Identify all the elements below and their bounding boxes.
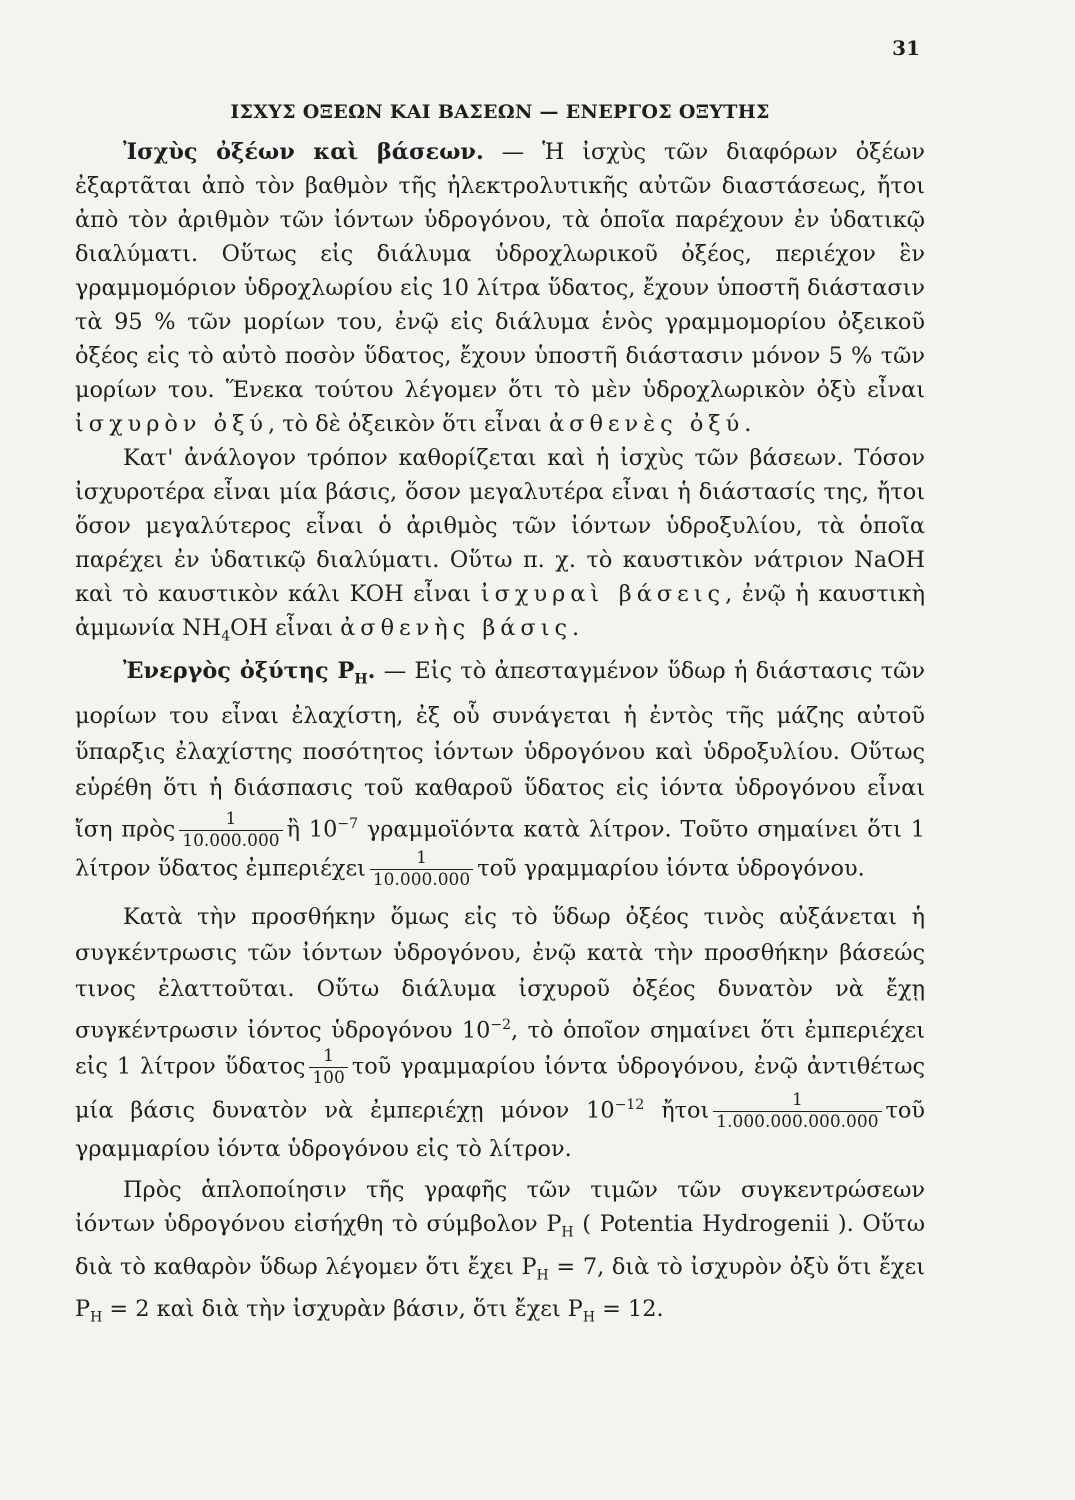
p2-text-c: OH εἶναι — [230, 615, 341, 641]
active-acidity-lead-sub: H — [354, 671, 368, 688]
fraction-one-hundred — [309, 1048, 347, 1087]
p5-text-e: = 12. — [595, 1296, 664, 1323]
term-weak-base: ἀσθενὴς βάσις — [340, 615, 573, 641]
paragraph-active-acidity — [75, 653, 925, 888]
p3-text-d: τοῦ γραμμαρίου ἰόντα ὑδρογόνου. — [477, 855, 865, 882]
section-heading: ΙΣΧΥΣ ΟΞΕΩΝ ΚΑΙ ΒΑΣΕΩΝ — ΕΝΕΡΓΟΣ ΟΞΥΤΗΣ — [230, 101, 770, 123]
p5-sub-1: H — [561, 1224, 574, 1241]
p5-sub-3: H — [90, 1309, 103, 1326]
p5-text-a: Πρὸς ἁπλοποίησιν τῆς γραφῆς τῶν τιμῶν τῶν συγκεντρώσεων ἰόντων ὑδρογόνου εἰσήχθη τὸ σύμβολον P — [75, 1177, 925, 1238]
acid-strength-lead: Ἰσχὺς ὀξέων καὶ βάσεων. — [123, 139, 484, 165]
p2-text-b: , ἐνῷ ἡ καυστικὴ ἀμμωνία NH — [75, 581, 925, 641]
p4-text-d: ἤτοι — [644, 1097, 710, 1124]
p4-exponent-1: −2 — [490, 1016, 512, 1033]
fraction-numerator: 1 — [416, 847, 427, 868]
fraction-one-trillion — [713, 1092, 881, 1131]
fraction-numerator: 1 — [323, 1046, 334, 1067]
fraction-denominator: 10.000.000 — [370, 869, 473, 889]
p1-text-b: , τὸ δὲ ὀξεικὸν ὅτι εἶναι — [268, 411, 550, 437]
fraction-denominator: 1.000.000.000.000 — [713, 1111, 881, 1131]
fraction-denominator: 100 — [309, 1067, 347, 1087]
p3-text-a: — Εἰς τὸ ἀπεσταγμένον ὕδωρ ἡ διάστασις τῶν μορίων του εἶναι ἐλαχίστη, ἐξ οὗ συνάγεται ἡ ἐντὸς τῆς μάζης αὐτοῦ ὕπαρξις ἐλαχίστης ποσότητος ἰόντων ὑδρογόνου καὶ ὑδροξυλίου. Οὕτως εὑρέθη ὅτι ἡ διάσπασις τοῦ καθαροῦ ὕδατος εἰς ἰόντα ὑδρογόνου εἶναι ἴση πρὸς — [75, 658, 925, 843]
paragraph-base-strength — [75, 441, 925, 653]
paragraph-acid-strength — [75, 135, 925, 441]
p1-text-a: — Ἡ ἰσχὺς τῶν διαφόρων ὀξέων ἐξαρτᾶται ἀπὸ τὸν βαθμὸν τῆς ἠλεκτρολυτικῆς αὐτῶν διαστάσεως, ἤτοι ἀπὸ τὸν ἀριθμὸν τῶν ἰόντων ὑδρογόνου, τὰ ὁποῖα παρέχουν ἐν ὑδατικῷ διαλύματι. Οὕτως εἰς διάλυμα ὑδροχλωρικοῦ ὀξέος, περιέχον ἓν γραμμομόριον ὑδροχλωρίου εἰς 10 λίτρα ὕδατος, ἔχουν ὑποστῆ διάστασιν τὰ 95 % τῶν μορίων του, ἐνῷ εἰς διάλυμα ἑνὸς γραμμομορίου ὀξεικοῦ ὀξέος εἰς τὸ αὐτὸ ποσὸν ὕδατος, ἔχουν ὑποστῆ διάστασιν μόνον 5 % τῶν μορίων του. Ἕνεκα τούτου λέγομεν ὅτι τὸ μὲν ὑδροχλωρικὸν ὀξὺ εἶναι — [75, 139, 925, 403]
p2-subscript: 4 — [221, 628, 231, 645]
p4-exponent-2: −12 — [614, 1097, 645, 1114]
p5-text-b: ( Potentia Hydrogenii ). Οὕτω διὰ τὸ καθαρὸν ὕδωρ λέγομεν ὅτι ἔχει P — [75, 1211, 925, 1280]
page-content — [75, 95, 925, 1335]
p1-text-c: . — [744, 411, 752, 437]
fraction-one-ten-million-2 — [370, 847, 473, 890]
p4-text-e: τοῦ γραμμαρίου ἰόντα ὑδρογόνου εἰς τὸ λίτρον. — [75, 1097, 925, 1163]
fraction-numerator: 1 — [225, 808, 237, 829]
p4-text-a: Κατὰ τὴν προσθήκην ὅμως εἰς τὸ ὕδωρ ὀξέος τινὸς αὐξάνεται ἡ συγκέντρωσις τῶν ἰόντων ὑδρογόνου, ἐνῷ κατὰ τὴν προσθήκην βάσεώς τινος ἐλαττοῦται. Οὕτω διάλυμα ἰσχυροῦ ὀξέος δυνατὸν νὰ ἔχῃ συγκέντρωσιν ἰόντος ὑδρογόνου 10 — [75, 903, 925, 1044]
paragraph-ph-symbol — [75, 1173, 925, 1334]
active-acidity-lead: Ἐνεργὸς ὀξύτης P — [123, 658, 355, 685]
fraction-one-ten-million — [179, 808, 282, 851]
term-strong-acid: ἰσχυρὸν ὀξύ — [75, 411, 269, 437]
p3-text-b: ἢ 10 — [286, 816, 338, 843]
p5-text-d: = 2 καὶ διὰ τὴν ἰσχυρὰν βάσιν, ὅτι ἔχει P — [102, 1296, 583, 1323]
p3-exponent: −7 — [337, 815, 359, 832]
paragraph-concentration — [75, 899, 925, 1167]
page-number: 31 — [892, 36, 920, 60]
fraction-denominator: 10.000.000 — [179, 830, 282, 850]
p2-text-d: . — [572, 615, 580, 641]
term-weak-acid: ἀσθενὲς ὀξύ — [549, 411, 745, 437]
active-acidity-lead-dot: . — [367, 658, 376, 685]
p4-text-c: τοῦ γραμμαρίου ἰόντα ὑδρογόνου, ἐνῷ ἀντιθέτως μία βάσις δυνατὸν νὰ ἐμπεριέχῃ μόνον 10 — [75, 1053, 925, 1124]
p3-text-c: γραμμοϊόντα κατὰ λίτρον. Τοῦτο σημαίνει ὅτι 1 λίτρον ὕδατος ἐμπεριέχει — [75, 816, 925, 882]
p5-text-c: = 7, διὰ τὸ ἰσχυρὸν ὀξὺ ὅτι ἔχει P — [75, 1253, 925, 1323]
p4-text-b: , τὸ ὁποῖον σημαίνει ὅτι ἐμπεριέχει εἰς 1 λίτρον ὕδατος — [75, 1017, 926, 1080]
p5-sub-2: H — [536, 1267, 549, 1284]
fraction-numerator: 1 — [791, 1090, 803, 1111]
p5-sub-4: H — [582, 1309, 596, 1326]
term-strong-bases: ἰσχυραὶ βάσεις — [480, 581, 726, 607]
p2-text-a: Κατ' ἀνάλογον τρόπον καθορίζεται καὶ ἡ ἰσχὺς τῶν βάσεων. Τόσον ἰσχυροτέρα εἶναι μία βάσις, ὅσον μεγαλυτέρα εἶναι ἡ διάστασίς της, ἤτοι ὅσον μεγαλύτερος εἶναι ὁ ἀριθμὸς τῶν ἰόντων ὑδροξυλίου, τὰ ὁποῖα παρέχει ἐν ὑδατικῷ διαλύματι. Οὕτω π. χ. τὸ καυστικὸν νάτριον NaOH καὶ τὸ καυστικὸν κάλι KOH εἶναι — [75, 445, 925, 607]
